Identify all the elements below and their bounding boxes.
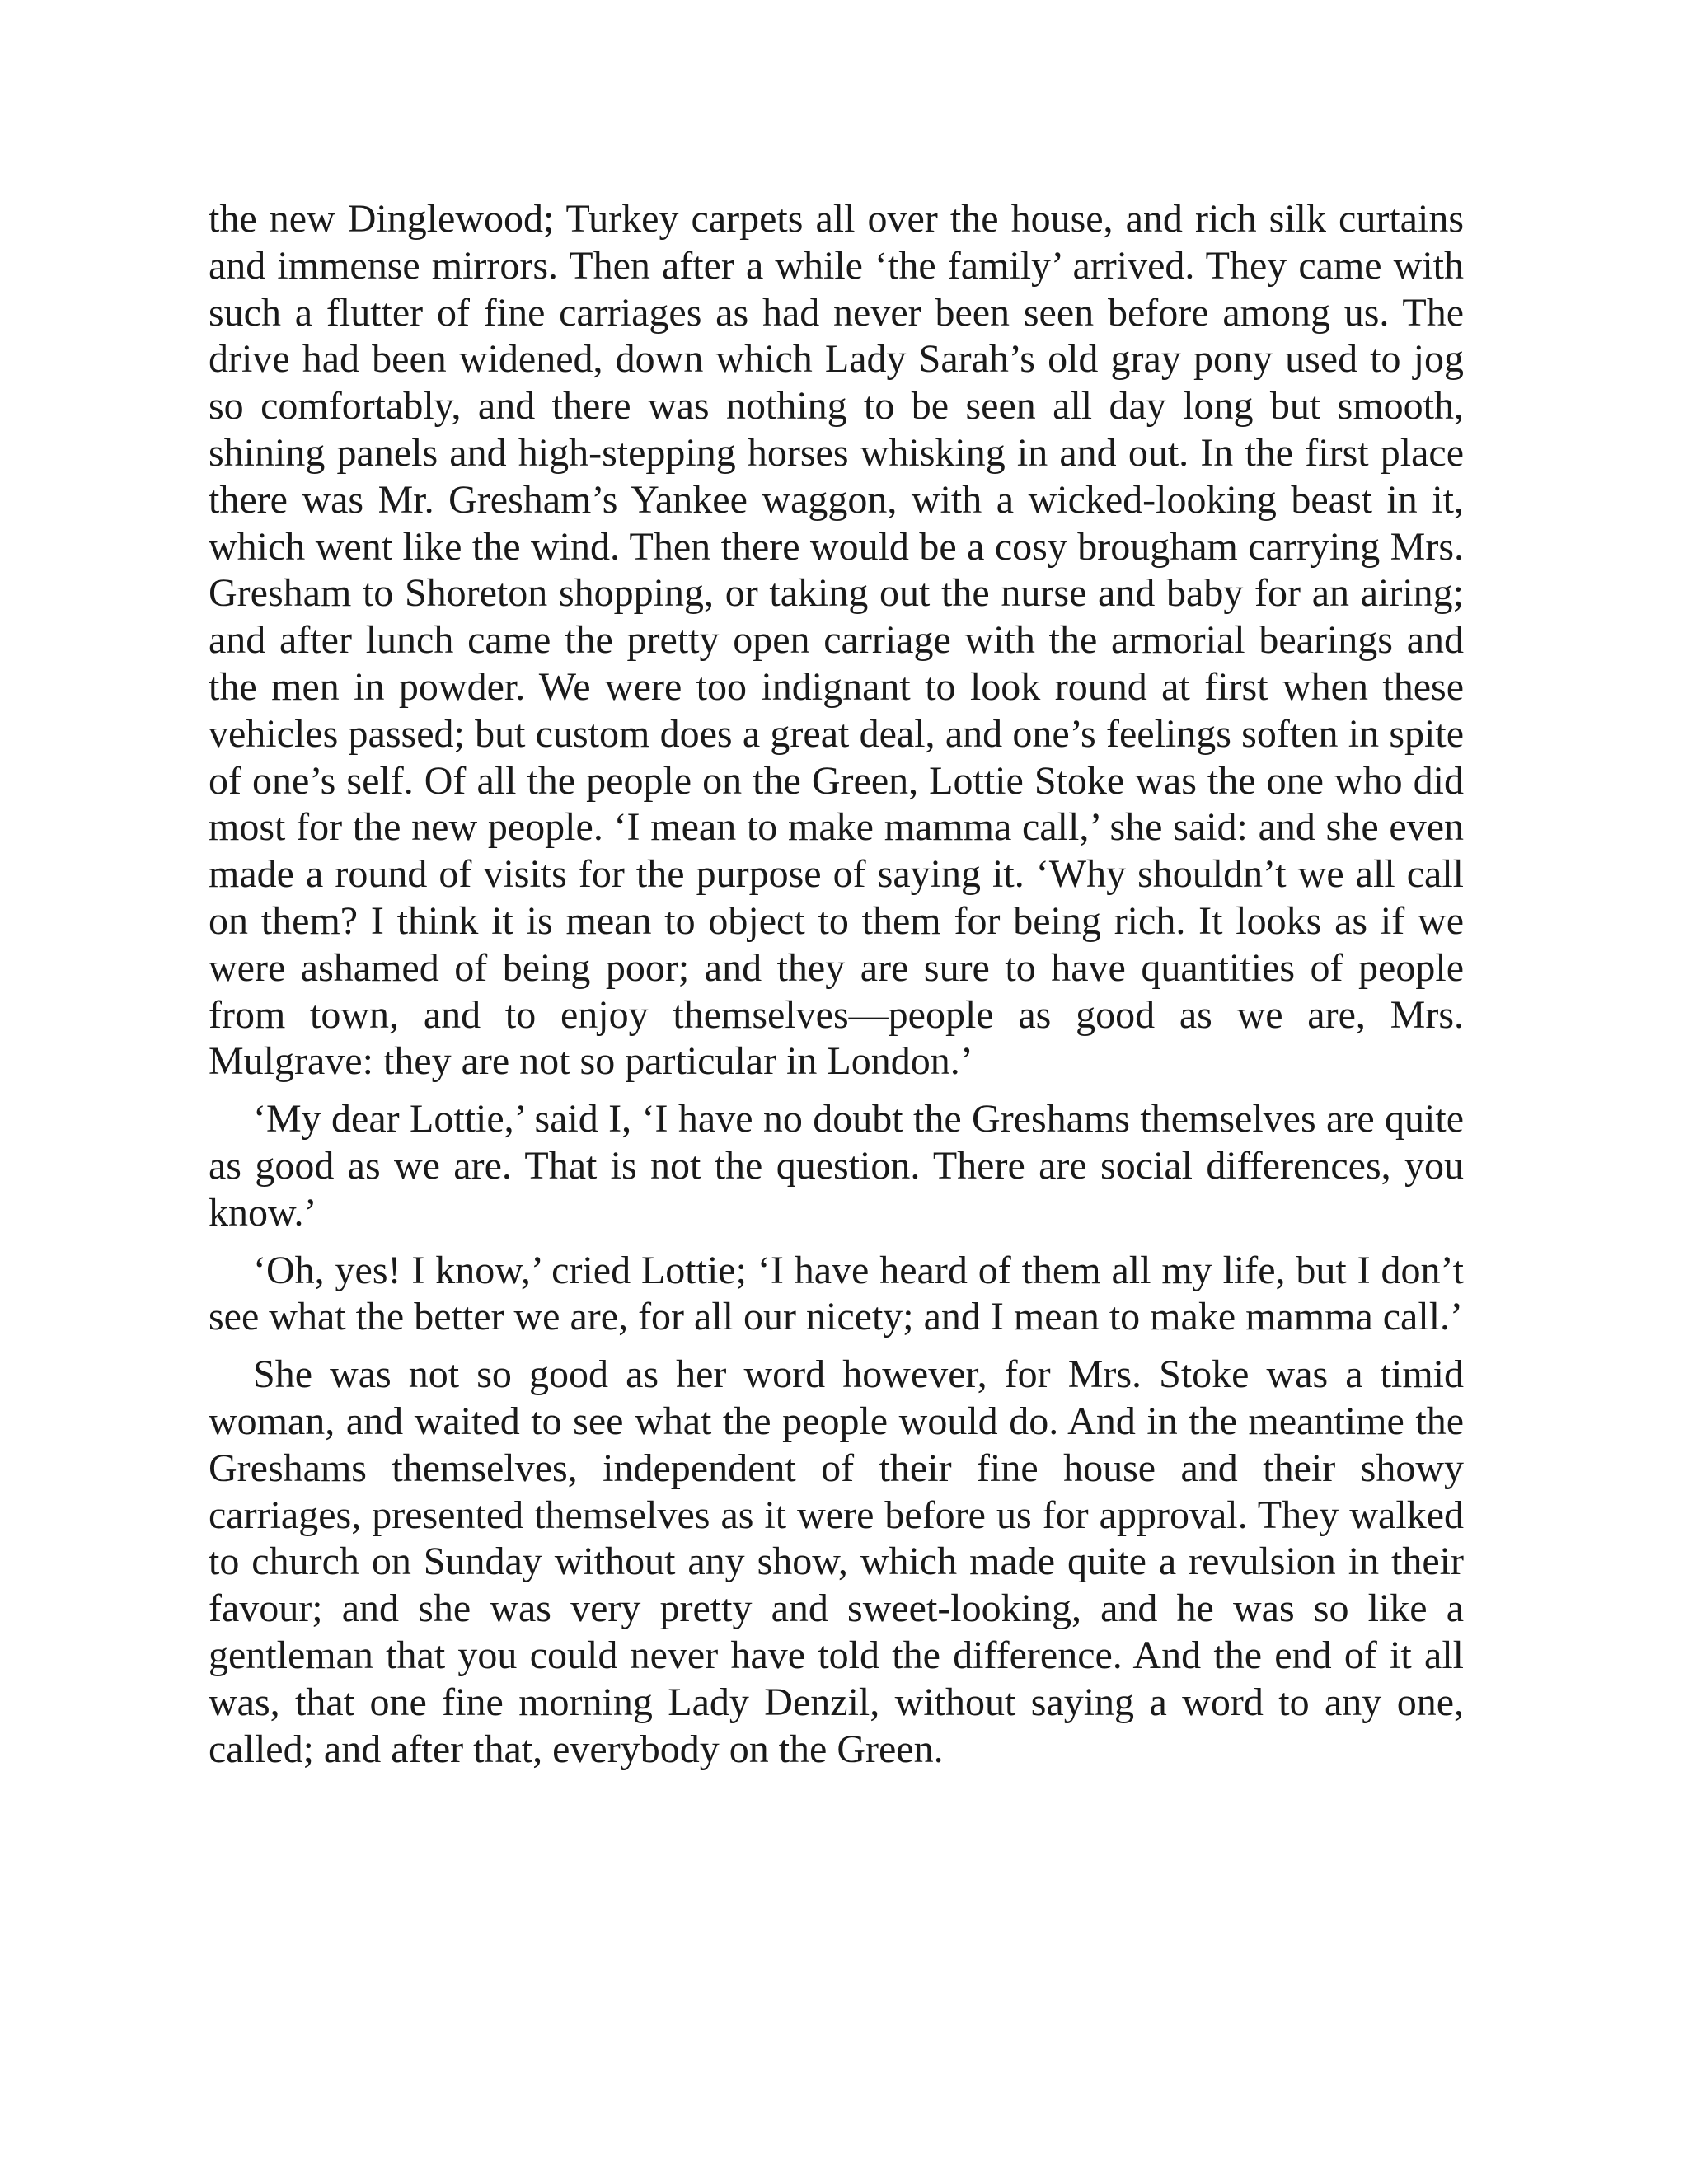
paragraph: ‘Oh, yes! I know,’ cried Lottie; ‘I have heard of them all my life, but I don’t see what the better we are, for all our nicety; and I mean to make mamma call.’: [209, 1248, 1464, 1339]
paragraph: the new Dinglewood; Turkey carpets all over the house, and rich silk curtains and immense mirrors. Then after a while ‘the family’ arrived. They came with such a flutter of fine carriages as had never been seen before among us. The drive had been widened, down which Lady Sarah’s old gray pony used to jog so comfortably, and there was nothing to be seen all day long but smooth, shining panels and high-stepping horses whisking in and out. In the first place there was Mr. Gresham’s Yankee waggon, with a wicked-looking beast in it, which went like the wind. Then there would be a cosy brougham carrying Mrs. Gresham to Shoreton shopping, or taking out the nurse and baby for an airing; and after lunch came the pretty open carriage with the armorial bearings and the men in powder. We were too indignant to look round at first when these vehicles passed; but custom does a great deal, and one’s feelings soften in spite of one’s self. Of all the people on the Green, Lottie Stoke was the one who did most for the new people. ‘I mean to make mamma call,’ she said: and she even made a round of visits for the purpose of saying it. ‘Why shouldn’t we all call on them? I think it is mean to object to them for being rich. It looks as if we were ashamed of being poor; and they are sure to have quantities of people from town, and to enjoy themselves—people as good as we are, Mrs. Mulgrave: they are not so particular in London.’: [209, 197, 1464, 1084]
page-text: [209, 196, 1464, 1783]
paragraph: ‘My dear Lottie,’ said I, ‘I have no doubt the Greshams themselves are quite as good as we are. That is not the question. There are social differences, you know.’: [209, 1097, 1464, 1235]
paragraph: She was not so good as her word however, for Mrs. Stoke was a timid woman, and waited to see what the people would do. And in the meantime the Greshams themselves, independent of their fine house and their showy carriages, presented themselves as it were before us for approval. They walked to church on Sunday without any show, which made quite a revulsion in their favour; and she was very pretty and sweet-looking, and he was so like a gentleman that you could never have told the difference. And the end of it all was, that one fine morning Lady Denzil, without saying a word to any one, called; and after that, everybody on the Green.: [209, 1352, 1464, 1771]
